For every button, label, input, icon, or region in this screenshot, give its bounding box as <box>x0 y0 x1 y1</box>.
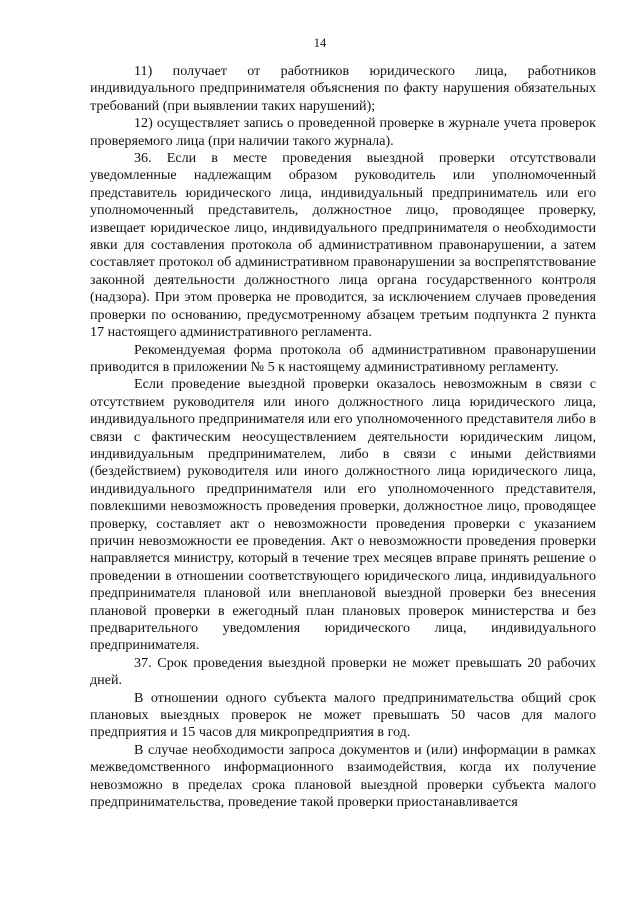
paragraph-impossibility: Если проведение выездной проверки оказалось невозможным в связи с отсутствием руководителя или иного должностного лица юридического лица, индивидуального предпринимателя или его уполномоченного представителя либо в связи с фактическим неосуществлением деятельности юридическим лицом, индивидуальным предпринимателем, либо в связи с иными действиями (бездействием) руководителя или иного должностного лица юридического лица, индивидуального предпринимателя или его уполномоченного представителя, повлекшими невозможность проведения проверки, должностное лицо, проводящее проверку, составляет акт о невозможности проведения проверки с указанием причин невозможности ее проведения. Акт о невозможности проведения проверки направляется министру, который в течение трех месяцев вправе принять решение о проведении в отношении соответствующего юридического лица, индивидуального предпринимателя плановой или внеплановой выездной проверки без внесения плановой проверки в ежегодный план плановых проверок министерства и без предварительного уведомления юридического лица, индивидуального предпринимателя. <box>90 376 596 654</box>
document-body <box>90 63 596 811</box>
paragraph-small-business: В отношении одного субъекта малого предпринимательства общий срок плановых выездных проверок не может превышать 50 часов для малого предприятия и 15 часов для микропредприятия в год. <box>90 689 596 741</box>
paragraph-section-37: 37. Срок проведения выездной проверки не может превышать 20 рабочих дней. <box>90 654 596 689</box>
paragraph-protocol-form: Рекомендуемая форма протокола об административном правонарушении приводится в приложении № 5 к настоящему административному регламенту. <box>90 341 596 375</box>
paragraph-item-11: 11) получает от работников юридического лица, работников индивидуального предпринимателя объяснения по факту нарушения обязательных требований (при выявлении таких нарушений); <box>90 63 596 114</box>
paragraph-interagency: В случае необходимости запроса документов и (или) информации в рамках межведомственного информационного взаимодействия, когда их получение невозможно в пределах срока плановой выездной проверки субъекта малого предпринимательства, проведение такой проверки приостанавливается <box>90 741 596 811</box>
page-number: 14 <box>313 36 327 50</box>
paragraph-item-12: 12) осуществляет запись о проведенной проверке в журнале учета проверок проверяемого лица (при наличии такого журнала). <box>90 115 596 149</box>
paragraph-section-36: 36. Если в месте проведения выездной проверки отсутствовали уведомленные надлежащим образом руководитель или уполномоченный представитель юридического лица, индивидуальный предприниматель или его уполномоченный представитель, должностное лицо, проводящее проверку, извещает юридическое лицо, индивидуального предпринимателя о необходимости явки для составления протокола об административном правонарушении, а затем составляет протокол об административном правонарушении за воспрепятствование законной деятельности должностного лица органа государственного контроля (надзора). При этом проверка не проводится, за исключением случаев проведения проверки по основанию, предусмотренному абзацем третьим подпункта 2 пункта 17 настоящего административного регламента. <box>90 150 596 341</box>
